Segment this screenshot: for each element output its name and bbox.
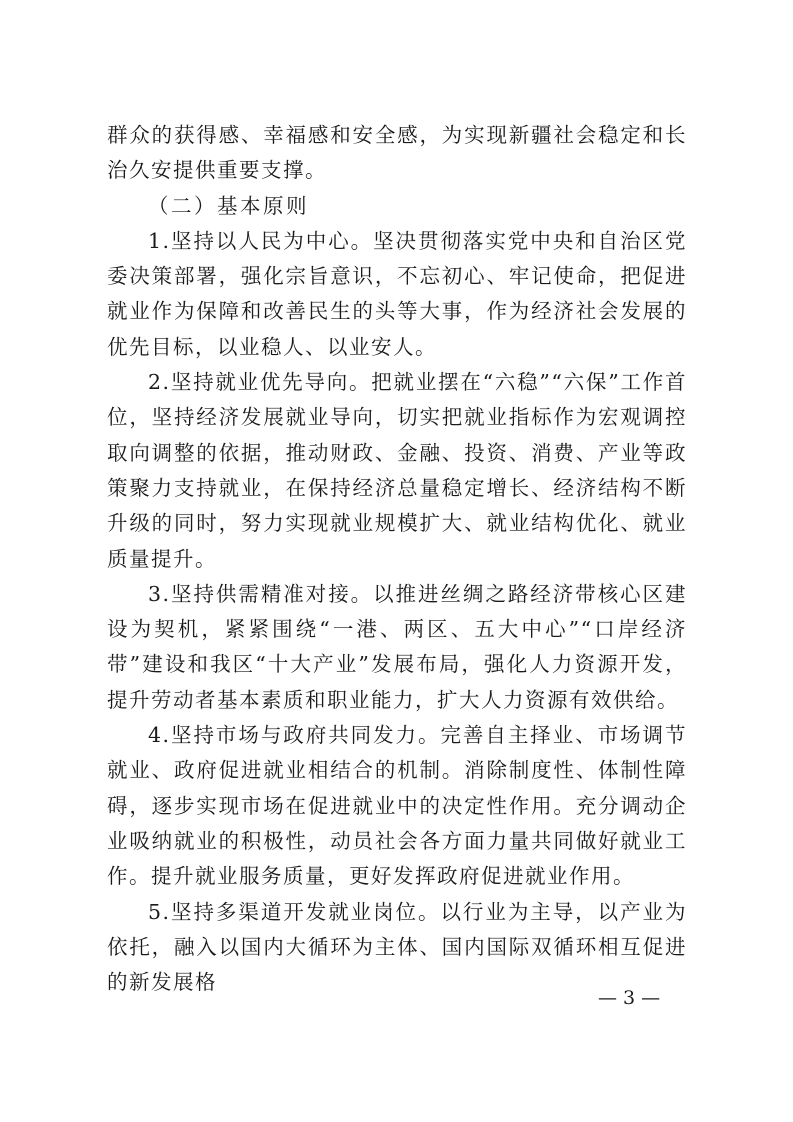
section-heading-basic-principles: （二）基本原则	[148, 193, 309, 218]
paragraph-principle-3: 3.坚持供需精准对接。以推进丝绸之路经济带核心区建设为契机，紧紧围绕“一港、两区、五大中心”“口岸经济带”建设和我区“十大产业”发展布局，强化人力资源开发，提升劳动者基本素质和职业能力，扩大人力资源有效供给。	[107, 581, 687, 712]
paragraph-principle-4: 4.坚持市场与政府共同发力。完善自主择业、市场调节就业、政府促进就业相结合的机制。消除制度性、体制性障碍，逐步实现市场在促进就业中的决定性作用。充分调动企业吸纳就业的积极性，动员社会各方面力量共同做好就业工作。提升就业服务质量，更好发挥政府促进就业作用。	[107, 723, 687, 889]
paragraph-principle-2: 2.坚持就业优先导向。把就业摆在“六稳”“六保”工作首位，坚持经济发展就业导向，切实把就业指标作为宏观调控取向调整的依据，推动财政、金融、投资、消费、产业等政策聚力支持就业，在保持经济总量稳定增长、经济结构不断升级的同时，努力实现就业规模扩大、就业结构优化、就业质量提升。	[107, 370, 687, 571]
paragraph-principle-1: 1.坚持以人民为中心。坚决贯彻落实党中央和自治区党委决策部署，强化宗旨意识，不忘初心、牢记使命，把促进就业作为保障和改善民生的头等大事，作为经济社会发展的优先目标，以业稳人、以业安人。	[107, 228, 687, 359]
document-body	[107, 118, 687, 1000]
paragraph-continuation: 群众的获得感、幸福感和安全感，为实现新疆社会稳定和长治久安提供重要支撑。	[107, 123, 687, 183]
page-number: — 3 —	[598, 987, 661, 1009]
paragraph-principle-5: 5.坚持多渠道开发就业岗位。以行业为主导，以产业为依托，融入以国内大循环为主体、国内国际双循环相互促进的新发展格	[107, 899, 687, 995]
